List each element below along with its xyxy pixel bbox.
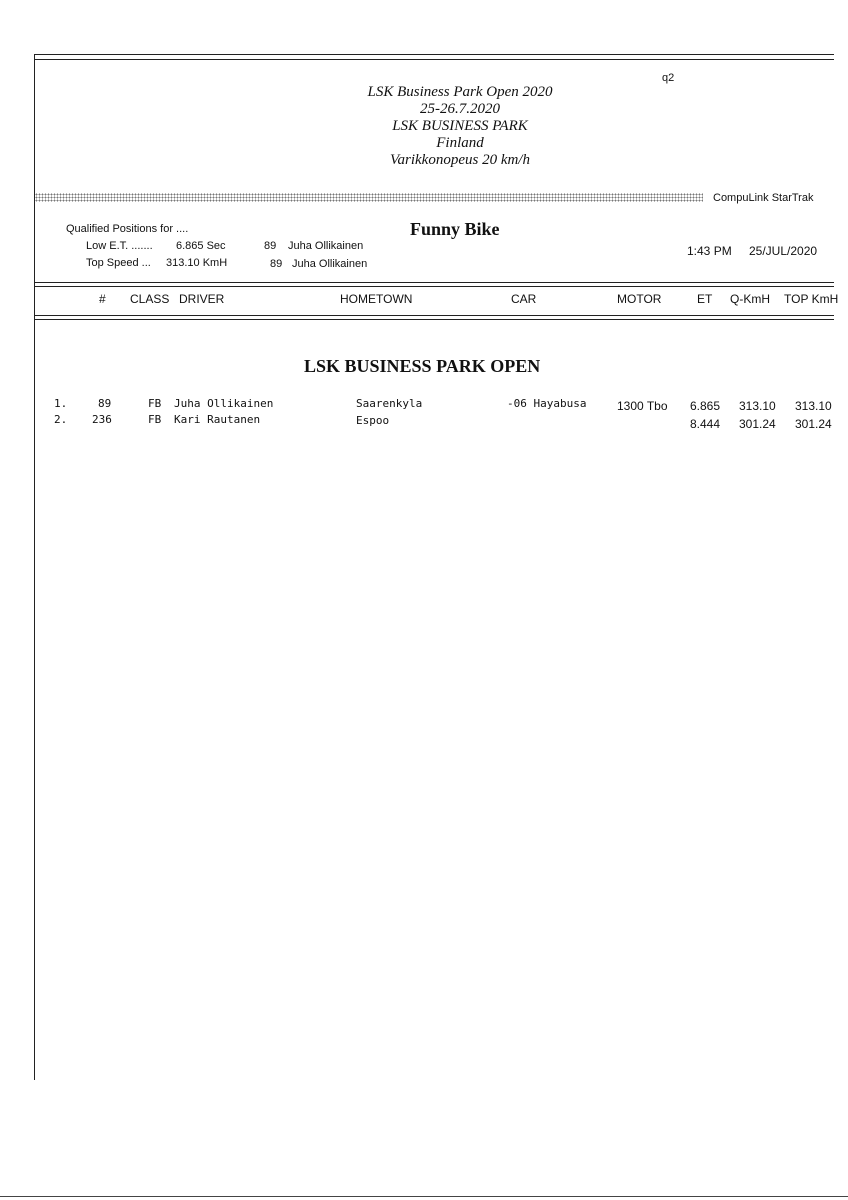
- qualified-label: Qualified Positions for ....: [66, 223, 189, 235]
- header-rule-top-inner: [34, 286, 834, 287]
- low-et-label: Low E.T. .......: [86, 240, 153, 252]
- low-et-value: 6.865 Sec: [176, 240, 226, 252]
- low-et-driver: Juha Ollikainen: [288, 240, 364, 252]
- row-class: FB: [148, 397, 162, 410]
- row-driver: Kari Rautanen: [174, 413, 261, 426]
- col-number: #: [99, 292, 106, 306]
- event-header: [300, 84, 620, 169]
- col-top-kmh: TOP KmH: [784, 292, 839, 306]
- class-title: Funny Bike: [410, 219, 500, 239]
- row-number: 89: [98, 397, 112, 410]
- row-top-kmh: 301.24: [795, 417, 832, 431]
- top-speed-value: 313.10 KmH: [166, 257, 228, 269]
- row-top-kmh: 313.10: [795, 399, 832, 413]
- section-title: LSK BUSINESS PARK OPEN: [304, 356, 541, 376]
- header-rule-bottom: [34, 315, 834, 316]
- bottom-rule: [0, 1196, 848, 1197]
- header-rule-bottom-inner: [34, 319, 834, 320]
- row-hometown: Espoo: [356, 414, 390, 427]
- event-note: Varikkonopeus 20 km/h: [390, 152, 530, 168]
- col-hometown: HOMETOWN: [340, 292, 413, 306]
- col-class: CLASS: [130, 292, 170, 306]
- left-border: [34, 54, 35, 1080]
- header-rule-top: [34, 282, 834, 283]
- row-position: 2.: [54, 413, 68, 426]
- event-country: Finland: [436, 135, 484, 151]
- top-speed-label: Top Speed ...: [86, 257, 151, 269]
- low-et-number: 89: [264, 240, 277, 252]
- event-dates: 25-26.7.2020: [420, 101, 500, 117]
- col-motor: MOTOR: [617, 292, 662, 306]
- row-driver: Juha Ollikainen: [174, 397, 274, 410]
- row-hometown: Saarenkyla: [356, 397, 423, 410]
- row-qkmh: 313.10: [739, 399, 776, 413]
- col-qkmh: Q-KmH: [730, 292, 770, 306]
- brand-label: CompuLink StarTrak: [713, 192, 814, 204]
- row-et: 6.865: [690, 399, 721, 413]
- row-number: 236: [92, 413, 112, 426]
- row-car: -06 Hayabusa: [507, 397, 587, 410]
- row-position: 1.: [54, 397, 68, 410]
- dotted-band: [35, 193, 703, 202]
- report-date: 25/JUL/2020: [749, 244, 818, 258]
- row-motor: 1300 Tbo: [617, 399, 668, 413]
- col-et: ET: [697, 292, 713, 306]
- top-rule: [34, 54, 834, 55]
- row-class: FB: [148, 413, 162, 426]
- doc-id: q2: [662, 72, 675, 84]
- event-title: LSK Business Park Open 2020: [367, 84, 553, 100]
- row-et: 8.444: [690, 417, 721, 431]
- event-venue: LSK BUSINESS PARK: [392, 118, 528, 134]
- top-speed-driver: Juha Ollikainen: [292, 258, 368, 270]
- row-qkmh: 301.24: [739, 417, 776, 431]
- report-time: 1:43 PM: [687, 244, 732, 258]
- col-car: CAR: [511, 292, 537, 306]
- top-rule-inner: [34, 59, 834, 60]
- col-driver: DRIVER: [179, 292, 225, 306]
- top-speed-number: 89: [270, 258, 283, 270]
